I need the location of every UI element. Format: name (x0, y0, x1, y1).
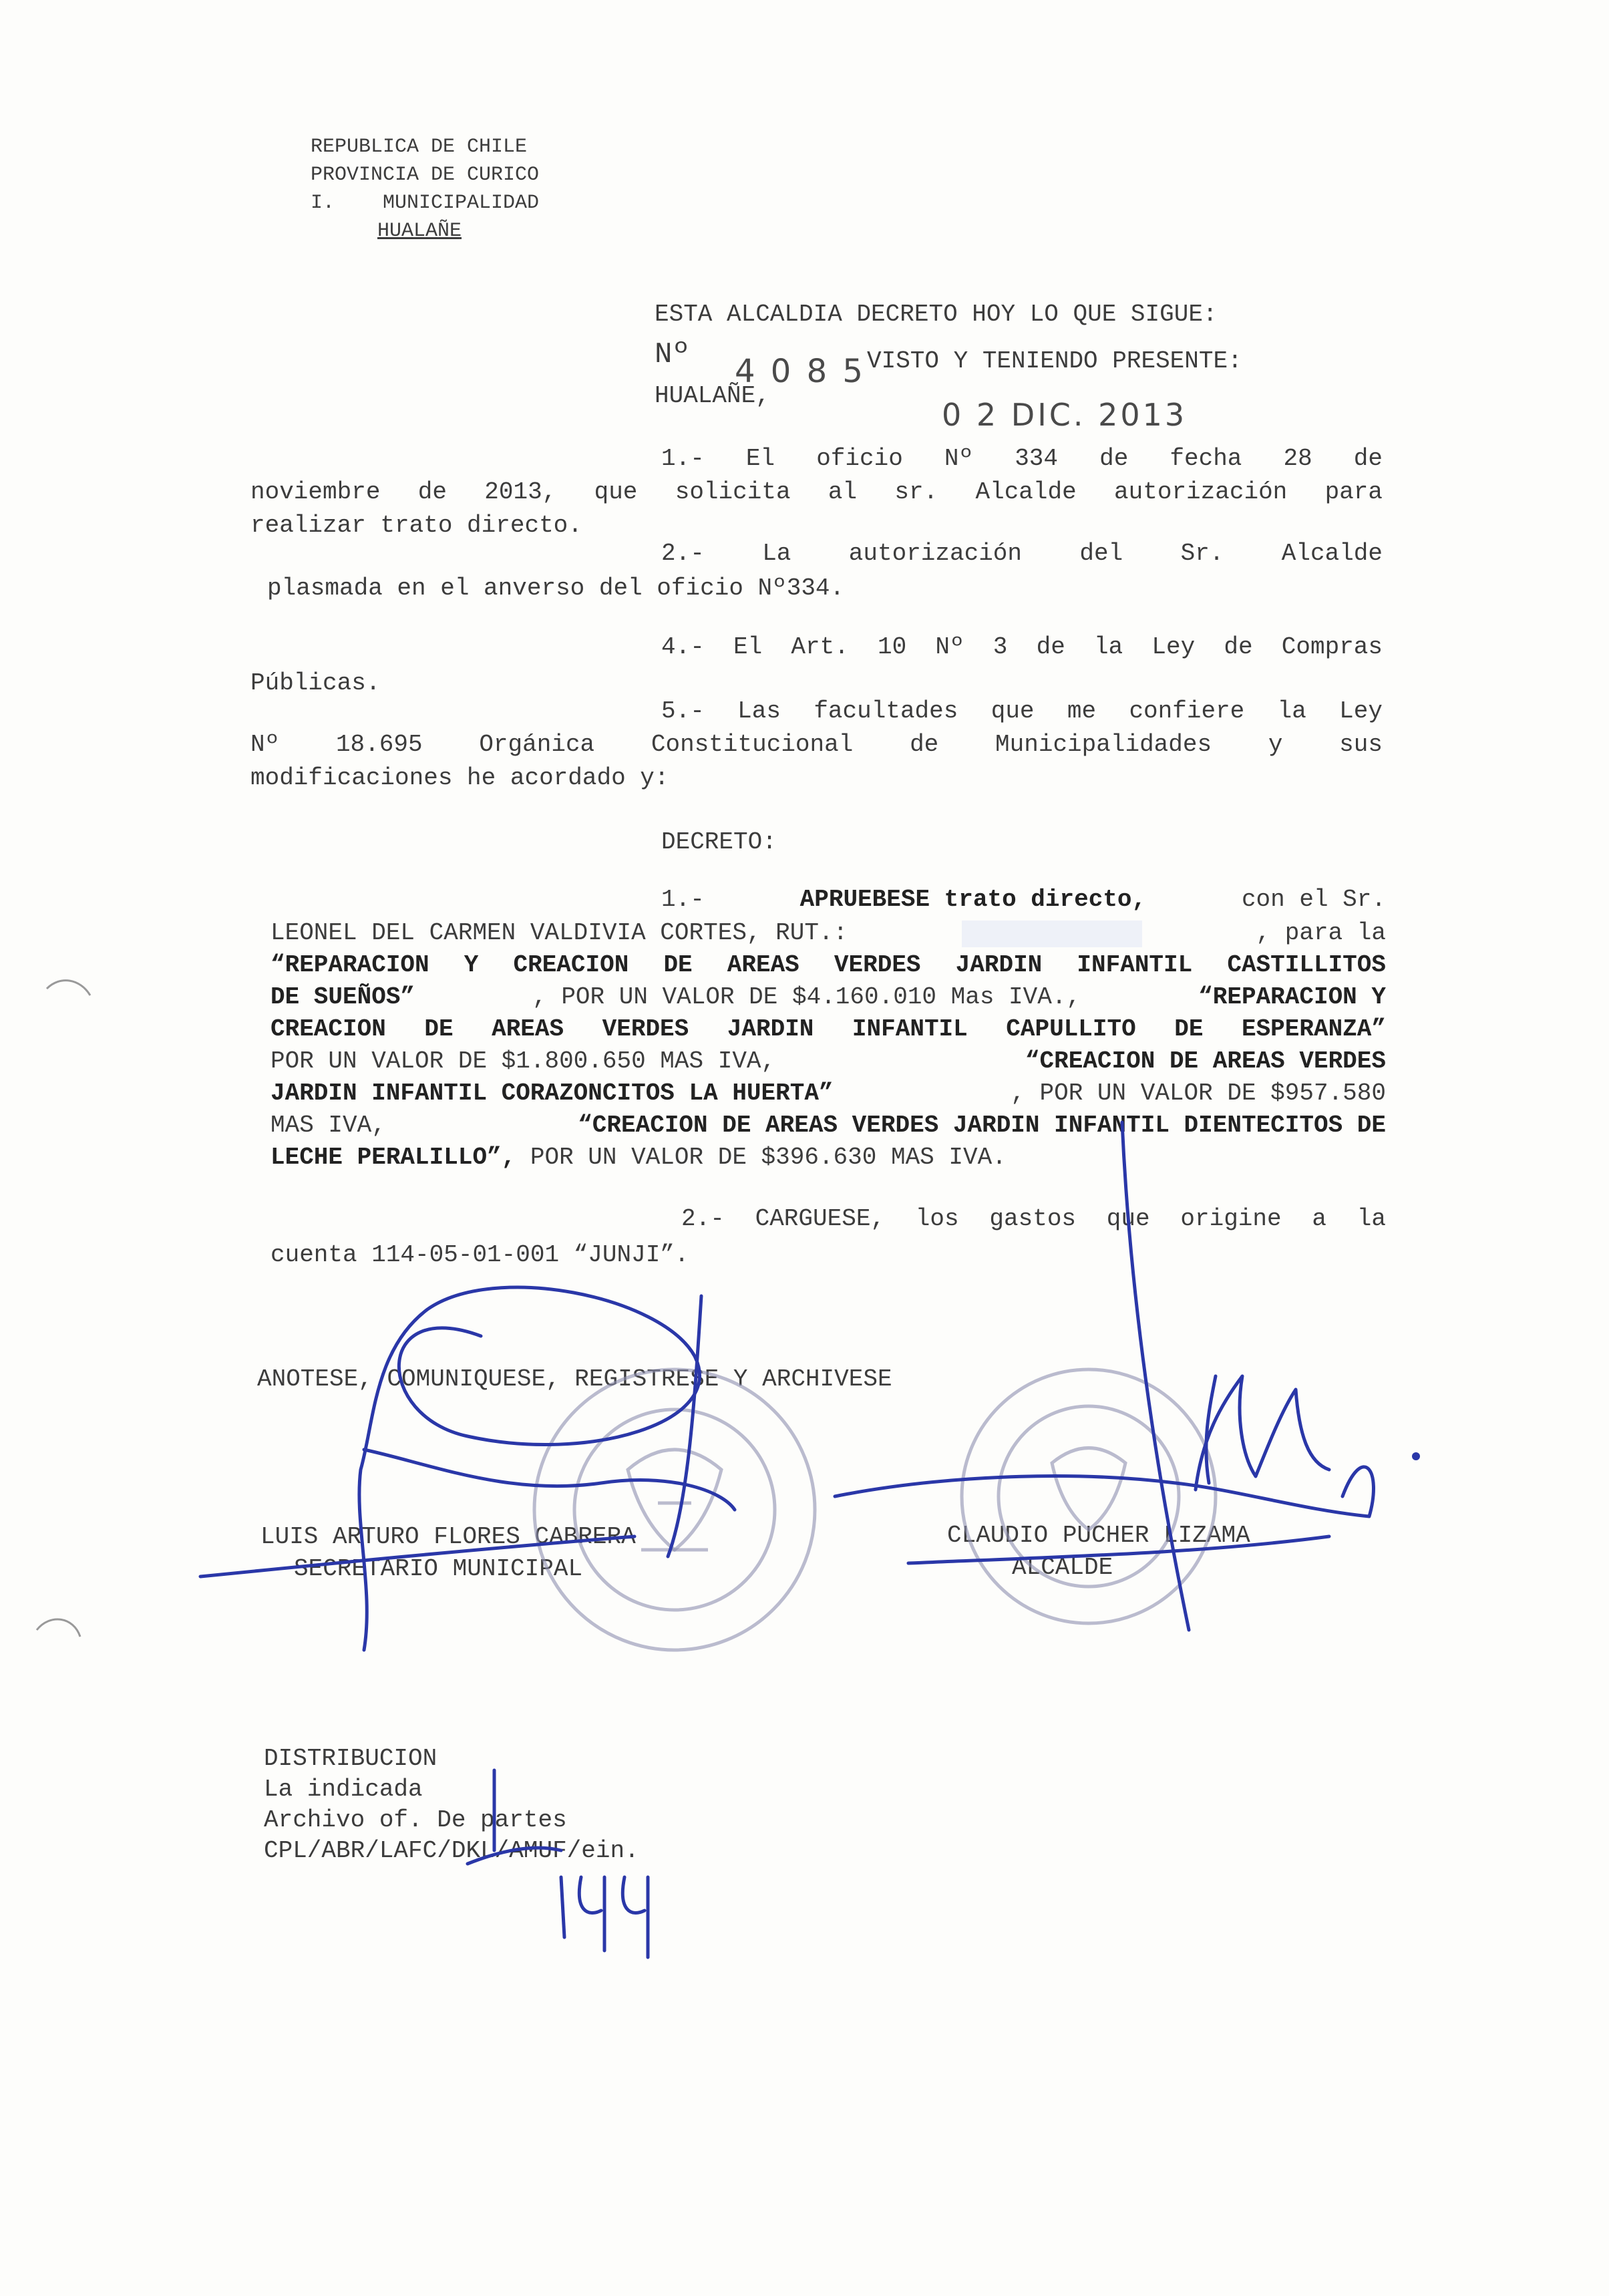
secretary-signature (200, 1287, 735, 1650)
signer-right-name: CLAUDIO PUCHER LIZAMA (947, 1522, 1250, 1549)
distribution-title: DISTRIBUCION (264, 1745, 437, 1772)
visto-1-line-3: realizar trato directo. (250, 512, 582, 539)
decreto-1-rest: con el Sr. (1241, 886, 1386, 913)
header-line-3: I. MUNICIPALIDAD (311, 192, 540, 214)
header-line-4: HUALAÑE (377, 220, 462, 242)
distribution-line-3: CPL/ABR/LAFC/DKL/AMUF/ein. (264, 1837, 639, 1864)
visto-heading: VISTO Y TENIENDO PRESENTE: (867, 347, 1242, 375)
decreto-1-number: 1.- (661, 886, 705, 913)
rut-redacted (962, 921, 1142, 947)
decreto-2-line-1: 2.- CARGUESE, los gastos que origine a la (681, 1205, 1386, 1233)
decreto-1-value-2: POR UN VALOR DE $1.800.650 MAS IVA, (271, 1047, 776, 1075)
mayor-signature (835, 1122, 1420, 1630)
decreto-1-line-1 (661, 884, 1386, 915)
margin-mark-2 (37, 1619, 80, 1637)
decreto-1-value-4: POR UN VALOR DE $396.630 MAS IVA. (530, 1144, 1007, 1171)
decreto-1-suenos: DE SUEÑOS” (271, 983, 415, 1011)
visto-1-line-2: noviembre de 2013, que solicita al sr. Alcalde autorización para (250, 478, 1383, 506)
decreto-2-line-2: cuenta 114-05-01-001 “JUNJI”. (271, 1241, 689, 1269)
decreto-1-line-4 (271, 982, 1386, 1013)
decreto-1-line-2 (271, 918, 1386, 949)
decreto-1-dientecitos: “CREACION DE AREAS VERDES JARDIN INFANTIL DIENTECITOS DE (578, 1112, 1386, 1139)
decree-title: ESTA ALCALDIA DECRETO HOY LO QUE SIGUE: (655, 301, 1218, 328)
decreto-1-creacion: “CREACION DE AREAS VERDES (1025, 1047, 1386, 1075)
mayor-seal (962, 1369, 1216, 1623)
decreto-1-line-3: “REPARACION Y CREACION DE AREAS VERDES JARDIN INFANTIL CASTILLITOS (271, 951, 1386, 979)
visto-4-line-2: Públicas. (250, 669, 381, 697)
decreto-1-value-3: , POR UN VALOR DE $957.580 (1011, 1080, 1386, 1107)
header-line-1: REPUBLICA DE CHILE (311, 136, 528, 158)
signer-left-name: LUIS ARTURO FLORES CABRERA (260, 1523, 636, 1550)
secretary-seal (534, 1369, 815, 1650)
decreto-1-mas-iva: MAS IVA, (271, 1112, 386, 1139)
distribution-line-1: La indicada (264, 1776, 423, 1803)
signer-left-role: SECRETARIO MUNICIPAL (294, 1555, 583, 1583)
decreto-1-corazoncitos: JARDIN INFANTIL CORAZONCITOS LA HUERTA” (271, 1080, 834, 1107)
decreto-1-line-5: CREACION DE AREAS VERDES JARDIN INFANTIL CAPULLITO DE ESPERANZA” (271, 1015, 1386, 1043)
decreto-1-bold: APRUEBESE trato directo, (799, 886, 1147, 913)
place-label: HUALAÑE, (655, 382, 770, 409)
visto-2-line-1: 2.- La autorización del Sr. Alcalde (661, 540, 1383, 567)
number-label: Nº (655, 338, 690, 371)
decreto-1-line-9 (271, 1142, 1007, 1173)
signer-right-role: ALCALDE (1012, 1554, 1113, 1581)
closing-line: ANOTESE, COMUNIQUESE, REGISTRESE Y ARCHIVESE (257, 1365, 892, 1393)
visto-2-line-2: plasmada en el anverso del oficio Nº334. (267, 575, 845, 602)
decreto-1-reparacion: “REPARACION Y (1198, 983, 1386, 1011)
visto-5-line-3: modificaciones he acordado y: (250, 764, 669, 792)
decreto-1-peralillo: LECHE PERALILLO”, (271, 1144, 516, 1171)
distribution-line-2: Archivo of. De partes (264, 1806, 567, 1834)
decreto-1-line-6 (271, 1046, 1386, 1077)
decreto-1-value-1: , POR UN VALOR DE $4.160.010 Mas IVA., (532, 983, 1081, 1011)
header-line-2: PROVINCIA DE CURICO (311, 164, 540, 186)
decreto-1-line-7 (271, 1078, 1386, 1109)
decreto-1-name: LEONEL DEL CARMEN VALDIVIA CORTES, RUT.: (271, 919, 848, 947)
decree-number-stamp: 4 0 8 5 (735, 353, 866, 390)
margin-mark-1 (47, 981, 90, 995)
visto-4-line-1: 4.- El Art. 10 Nº 3 de la Ley de Compras (661, 633, 1383, 661)
visto-5-line-2: Nº 18.695 Orgánica Constitucional de Municipalidades y sus (250, 731, 1383, 758)
date-stamp: 0 2 DIC. 2013 (942, 397, 1188, 433)
decreto-1-para-la: , para la (1256, 919, 1386, 947)
visto-1-line-1: 1.- El oficio Nº 334 de fecha 28 de (661, 445, 1383, 472)
decreto-1-line-8 (271, 1110, 1386, 1141)
decreto-heading: DECRETO: (661, 828, 777, 856)
visto-5-line-1: 5.- Las facultades que me confiere la Ley (661, 697, 1383, 725)
